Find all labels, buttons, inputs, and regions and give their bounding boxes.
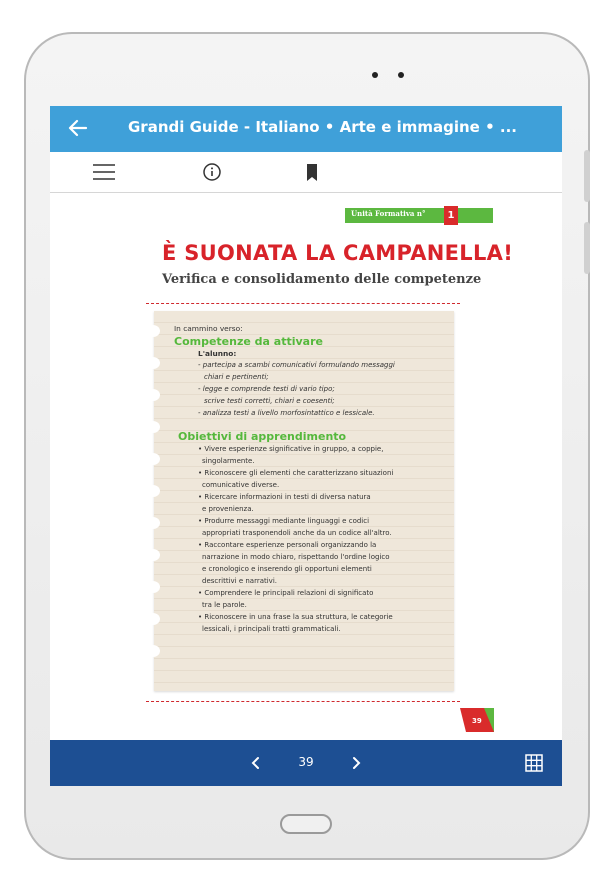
- unit-badge: [345, 208, 493, 223]
- current-page-number: 39: [298, 755, 314, 769]
- obiettivi-item: e cronologico e inserendo gli opportuni elementi: [202, 565, 372, 573]
- app-bar: [50, 106, 562, 152]
- paper-hole: [146, 549, 160, 561]
- sensor-dot: [398, 72, 404, 78]
- obiettivi-item: narrazione in modo chiaro, rispettando l'ordine logico: [202, 553, 390, 561]
- paper-hole: [146, 421, 160, 433]
- paper-hole: [146, 613, 160, 625]
- info-icon[interactable]: [200, 162, 224, 182]
- dashed-divider-top: [146, 303, 460, 304]
- obiettivi-item: singolarmente.: [202, 457, 255, 465]
- paper-hole: [146, 485, 160, 497]
- screen: [50, 106, 562, 786]
- chevron-left-icon[interactable]: [246, 753, 266, 773]
- page-title: È SUONATA LA CAMPANELLA!: [162, 241, 514, 265]
- notebook-paper: [154, 311, 454, 691]
- page-viewer: [50, 193, 562, 740]
- reader-toolbar: [50, 152, 562, 193]
- power-button: [584, 222, 590, 274]
- competenze-item: - analizza testi a livello morfosintattico e lessicale.: [198, 409, 375, 417]
- obiettivi-item: tra le parole.: [202, 601, 247, 609]
- corner-page-number: 39: [472, 717, 482, 725]
- obiettivi-item: • Comprendere le principali relazioni di significato: [198, 589, 374, 597]
- intro-text: In cammino verso:: [174, 324, 243, 333]
- paper-hole: [146, 325, 160, 337]
- obiettivi-item: • Riconoscere in una frase la sua struttura, le categorie: [198, 613, 393, 621]
- obiettivi-item: appropriati trasponendoli anche da un codice all'altro.: [202, 529, 392, 537]
- page-subtitle: Verifica e consolidamento delle competenze: [162, 272, 482, 287]
- obiettivi-item: • Produrre messaggi mediante linguaggi e codici: [198, 517, 370, 525]
- bookmark-icon[interactable]: [300, 162, 324, 182]
- competenze-item: - partecipa a scambi comunicativi formulando messaggi: [198, 361, 395, 369]
- unit-badge-label: Unità Formativa n°: [351, 209, 426, 218]
- competenze-item: - legge e comprende testi di vario tipo;: [198, 385, 335, 393]
- competenze-heading: Competenze da attivare: [174, 335, 323, 348]
- alunno-label: L'alunno:: [198, 349, 237, 358]
- volume-button: [584, 150, 590, 202]
- competenze-item: scrive testi corretti, chiari e coesenti;: [204, 397, 335, 405]
- paper-hole: [146, 357, 160, 369]
- dashed-divider-bottom: [146, 701, 460, 702]
- obiettivi-item: descrittivi e narrativi.: [202, 577, 277, 585]
- obiettivi-item: • Ricercare informazioni in testi di diversa natura: [198, 493, 371, 501]
- paper-hole: [146, 453, 160, 465]
- obiettivi-item: • Vivere esperienze significative in gruppo, a coppie,: [198, 445, 384, 453]
- grid-icon[interactable]: [524, 753, 544, 773]
- home-button[interactable]: [280, 814, 332, 834]
- paper-hole: [146, 389, 160, 401]
- obiettivi-item: • Raccontare esperienze personali organizzando la: [198, 541, 377, 549]
- obiettivi-item: comunicative diverse.: [202, 481, 280, 489]
- app-title: Grandi Guide - Italiano • Arte e immagine • ...: [128, 118, 517, 136]
- paper-hole: [146, 581, 160, 593]
- hamburger-menu-icon[interactable]: [92, 162, 116, 182]
- paper-hole: [146, 645, 160, 657]
- obiettivi-heading: Obiettivi di apprendimento: [178, 430, 347, 443]
- chevron-right-icon[interactable]: [346, 753, 366, 773]
- bottom-navigation: [50, 740, 562, 786]
- paper-hole: [146, 517, 160, 529]
- unit-badge-number: 1: [444, 206, 458, 225]
- camera-dot: [372, 72, 378, 78]
- obiettivi-item: • Riconoscere gli elementi che caratterizzano situazioni: [198, 469, 394, 477]
- obiettivi-item: e provenienza.: [202, 505, 254, 513]
- page-corner-marker: [460, 708, 494, 732]
- competenze-item: chiari e pertinenti;: [204, 373, 269, 381]
- obiettivi-item: lessicali, i principali tratti grammaticali.: [202, 625, 341, 633]
- back-arrow-icon[interactable]: [66, 116, 90, 140]
